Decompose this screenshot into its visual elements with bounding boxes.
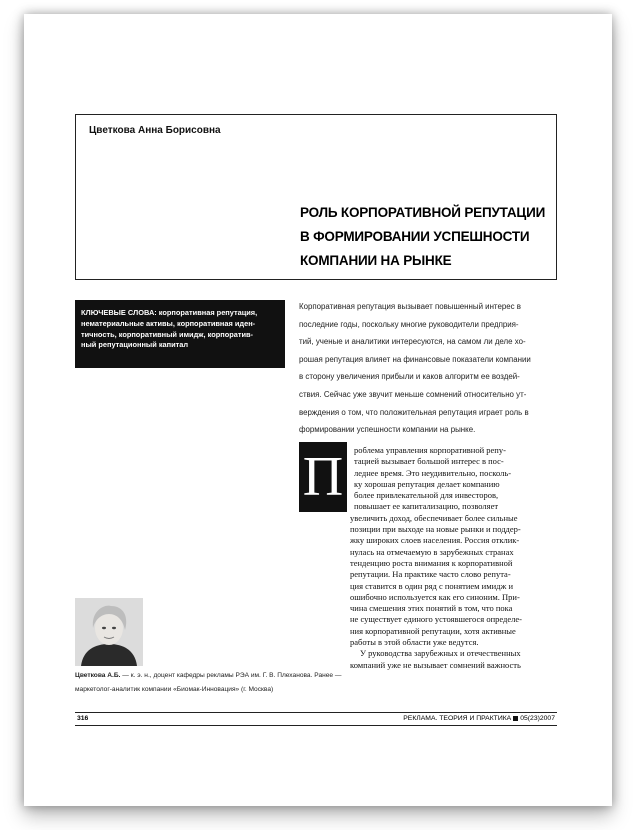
body-line: ния корпоративной репутации, хотя активные — [350, 625, 516, 636]
body-line: ошибочно используется как его синоним. При- — [350, 591, 520, 602]
body-line: работы в этой области уже ведутся. — [350, 637, 479, 648]
issue-number: 05(23)2007 — [520, 715, 555, 722]
keywords-line: нематериальные активы, корпоративная иден- — [81, 318, 256, 328]
abstract-line: в сторону увеличения прибыли и каков алгоритм ее воздей- — [299, 372, 520, 382]
title-line: КОМПАНИИ НА РЫНКЕ — [300, 253, 452, 268]
title-line: РОЛЬ КОРПОРАТИВНОЙ РЕПУТАЦИИ — [300, 205, 546, 220]
body-line: тенденцию роста внимания к корпоративной — [350, 557, 513, 568]
square-bullet-icon — [513, 716, 518, 721]
document-page — [24, 14, 612, 806]
article-header-box — [75, 114, 557, 280]
body-line: У руководства зарубежных и отечественных — [360, 648, 521, 659]
title-line: В ФОРМИРОВАНИИ УСПЕШНОСТИ — [300, 229, 530, 244]
keywords-line: ный репутационный капитал — [81, 340, 189, 350]
abstract-line: ствия. Сейчас уже звучит меньше сомнений относительно ут- — [299, 389, 527, 399]
article-title — [300, 201, 550, 273]
abstract-line: тий, ученые и аналитики интересуются, на самом ли деле хо- — [299, 337, 526, 347]
page-number: 316 — [77, 715, 89, 722]
keywords-line: КЛЮЧЕВЫЕ СЛОВА: корпоративная репутация, — [81, 308, 258, 317]
abstract-line: формировании успешности компании на рынке. — [299, 425, 476, 435]
body-line: компаний уже не вызывает сомнений важность — [350, 659, 521, 670]
body-line: ция ставится в один ряд с понятием имидж и — [350, 580, 514, 591]
body-line: повышает ее капитализацию, позволяет — [354, 501, 499, 512]
author-portrait-icon — [75, 598, 143, 666]
journal-info — [403, 713, 555, 725]
caption-author: Цветкова А.Б. — [75, 672, 121, 679]
body-line: тацией вызывает большой интерес в пос- — [354, 456, 504, 467]
page-footer — [75, 712, 557, 726]
caption-line — [75, 669, 345, 683]
caption-line: маркетолог-аналитик компании «Биомак-Инновация» (г. Москва) — [75, 686, 274, 693]
abstract-line: последние годы, поскольку многие руководители предприя- — [299, 319, 519, 329]
body-line: леднее время. Это неудивительно, посколь- — [354, 467, 512, 478]
journal-name: РЕКЛАМА. ТЕОРИЯ И ПРАКТИКА — [403, 715, 512, 722]
body-line: роблема управления корпоративной репу- — [354, 445, 506, 455]
abstract-line: рошая репутация влияет на финансовые показатели компании — [299, 354, 531, 364]
author-name: Цветкова Анна Борисовна — [89, 125, 221, 136]
body-line: нулась на отмечаемую в зарубежных странах — [350, 546, 514, 557]
abstract-line: верждения о том, что положительная репутация играет роль в — [299, 407, 529, 417]
keywords-box — [75, 300, 285, 368]
body-line: позиции при выходе на новые рынки и поддер- — [350, 524, 521, 535]
caption-text: — к. э. н., доцент кафедры рекламы РЭА им. Г. В. Плеханова. Ранее — — [120, 672, 342, 679]
body-line: репутации. На практике часто слово репута- — [350, 569, 511, 580]
body-line: более привлекательной для инвесторов, — [354, 490, 499, 501]
keywords-line: тичность, корпоративный имидж, корпоратив- — [81, 329, 254, 339]
body-line: не существует единого устоявшегося определе- — [350, 614, 522, 625]
body-line: ку хорошая репутация делает компанию — [354, 478, 500, 489]
abstract — [299, 298, 561, 439]
body-text — [350, 445, 561, 671]
body-line: увеличить доход, обеспечивает более сильные — [350, 512, 518, 523]
drop-cap: П — [299, 442, 347, 512]
body-line: жку широких слоев населения. Россия отклик- — [350, 535, 520, 546]
author-caption — [75, 669, 345, 697]
body-line: чина смешения этих понятий в том, что пока — [350, 603, 513, 614]
abstract-line: Корпоративная репутация вызывает повышенный интерес в — [299, 302, 521, 311]
author-photo — [75, 598, 143, 666]
